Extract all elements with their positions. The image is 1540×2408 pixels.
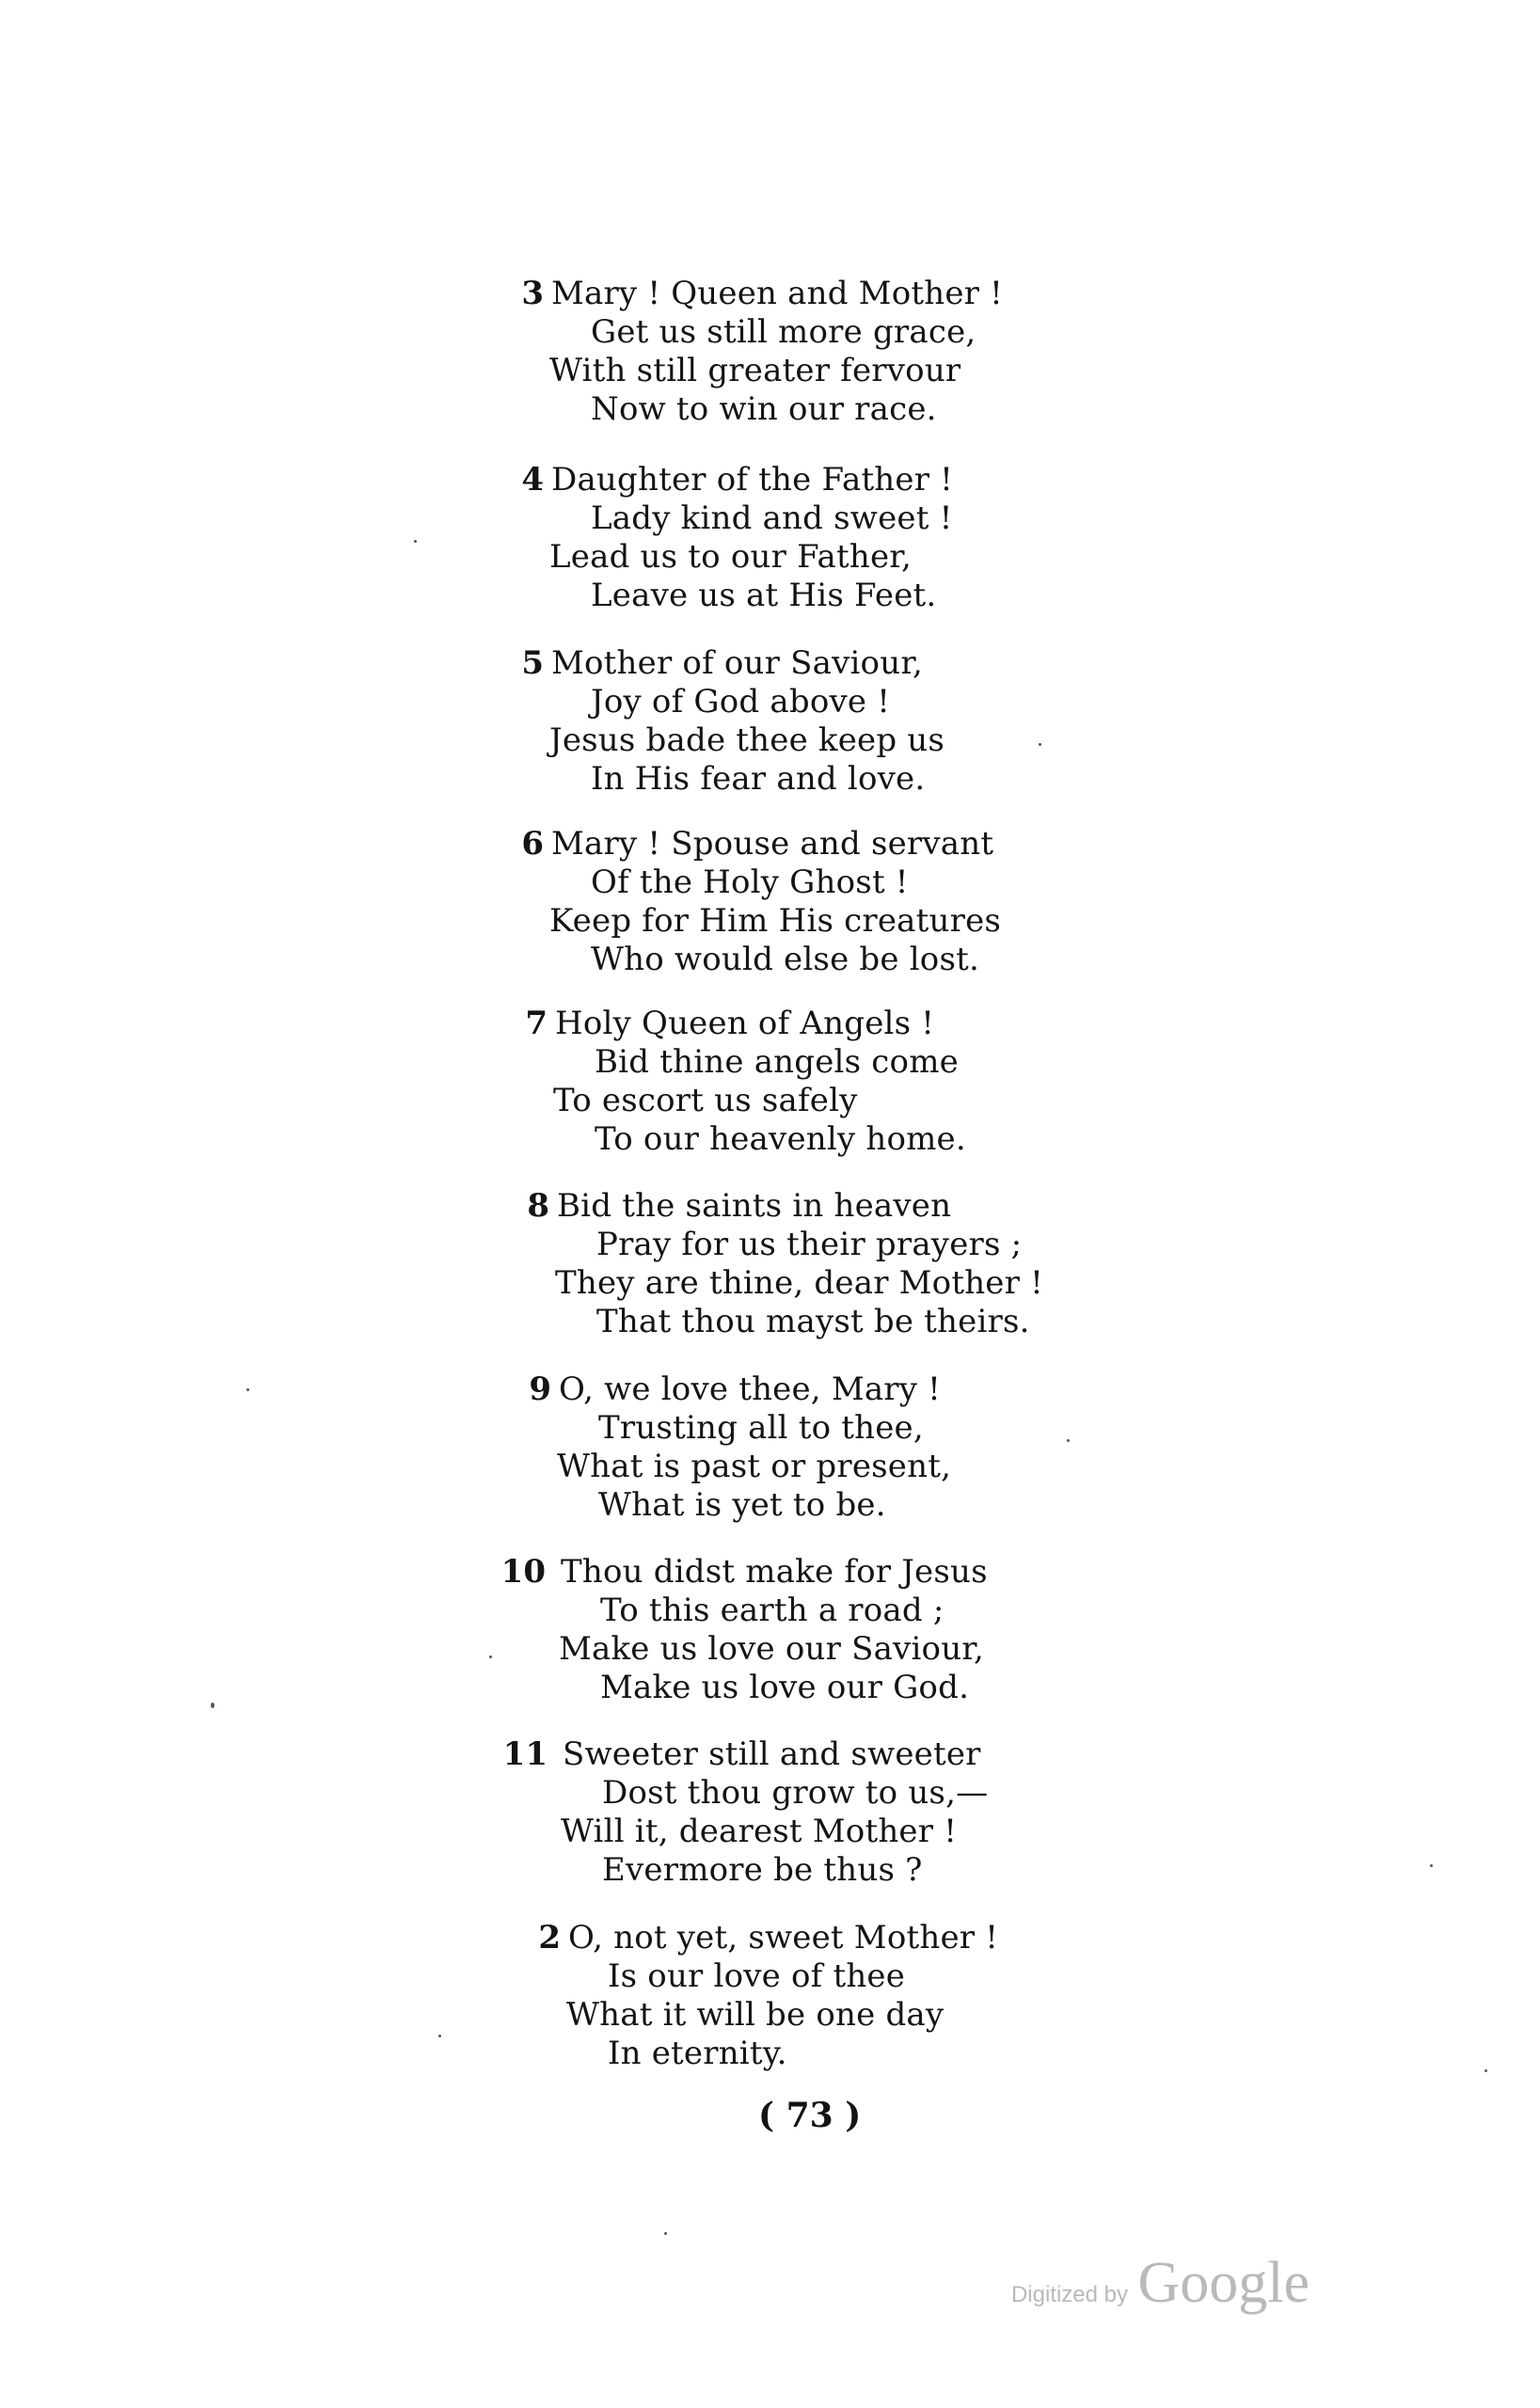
stanza-6 <box>506 825 1165 979</box>
verse-line: Daughter of the Father ! <box>551 461 954 499</box>
stanza-number: 4 <box>521 461 544 499</box>
verse-line: Bid thine angels come <box>595 1043 959 1081</box>
scan-speck <box>246 1388 249 1391</box>
verse-line: To this earth a road ; <box>600 1592 945 1629</box>
scan-speck <box>1067 1439 1070 1442</box>
verse-line: Keep for Him His creatures <box>549 902 1002 940</box>
stanza-number: 9 <box>529 1370 551 1408</box>
verse-line: O, not yet, sweet Mother ! <box>568 1919 999 1956</box>
verse-line: Pray for us their prayers ; <box>596 1226 1023 1263</box>
scan-speck <box>1430 1864 1433 1867</box>
verse-line: Of the Holy Ghost ! <box>591 863 909 901</box>
verse-line: To escort us safely <box>553 1082 858 1119</box>
verse-line: Mary ! Queen and Mother ! <box>551 275 1003 312</box>
stanza-8 <box>512 1187 1170 1341</box>
verse-line: O, we love thee, Mary ! <box>559 1370 942 1408</box>
stanza-10 <box>500 1553 1174 1707</box>
scan-speck <box>1484 2069 1487 2072</box>
stanza-number: 3 <box>521 275 544 312</box>
verse-line: In eternity. <box>608 2035 787 2072</box>
watermark-prefix: Digitized by <box>1010 2282 1129 2307</box>
page-number: ( 73 ) <box>758 2096 862 2135</box>
stanza-number: 5 <box>521 644 544 682</box>
verse-line: Make us love our God. <box>600 1669 970 1706</box>
stanza-number: 6 <box>521 825 544 863</box>
stanza-9 <box>514 1370 1172 1525</box>
stanza-5 <box>506 644 1165 799</box>
verse-line: Jesus bade thee keep us <box>549 721 945 759</box>
verse-line: To our heavenly home. <box>595 1120 966 1158</box>
verse-line: Bid the saints in heaven <box>557 1187 952 1225</box>
verse-line: Is our love of thee <box>608 1957 906 1995</box>
scan-speck <box>414 540 417 543</box>
verse-line: Lady kind and sweet ! <box>591 499 953 537</box>
stanza-11 <box>502 1735 1176 1890</box>
stanza-number: 8 <box>527 1187 549 1225</box>
verse-line: In His fear and love. <box>591 760 926 798</box>
verse-line: Make us love our Saviour, <box>559 1630 985 1668</box>
verse-line: Now to win our race. <box>591 390 937 428</box>
stanza-3 <box>506 275 1165 429</box>
verse-line: With still greater fervour <box>549 352 961 389</box>
verse-line: Leave us at His Feet. <box>591 577 937 614</box>
scan-speck <box>489 1656 492 1658</box>
verse-line: Who would else be lost. <box>591 941 979 978</box>
verse-line: Holy Queen of Angels ! <box>555 1005 935 1042</box>
verse-line: Will it, dearest Mother ! <box>561 1813 958 1850</box>
verse-line: What is past or present, <box>557 1448 952 1485</box>
verse-line: Trusting all to thee, <box>598 1409 924 1447</box>
scan-speck <box>1039 743 1041 746</box>
verse-line: Mother of our Saviour, <box>551 644 924 682</box>
verse-line: They are thine, dear Mother ! <box>555 1264 1043 1302</box>
verse-line: Evermore be thus ? <box>602 1851 923 1889</box>
scan-speck <box>438 2035 441 2037</box>
verse-line: Dost thou grow to us,— <box>602 1774 989 1812</box>
digitized-by-google-watermark <box>1011 2250 1310 2317</box>
stanza-12 <box>523 1919 1182 2073</box>
verse-line: Thou didst make for Jesus <box>561 1553 988 1591</box>
verse-line: Joy of God above ! <box>591 683 891 721</box>
google-logo: Google <box>1137 2251 1310 2315</box>
verse-line: Sweeter still and sweeter <box>563 1735 981 1773</box>
scan-speck <box>211 1703 214 1708</box>
stanza-number: 2 <box>538 1919 561 1956</box>
verse-line: What is yet to be. <box>598 1486 886 1524</box>
stanza-number: 11 <box>502 1735 548 1773</box>
stanza-number: 7 <box>525 1005 548 1042</box>
stanza-4 <box>506 461 1165 615</box>
verse-line: Lead us to our Father, <box>549 538 913 576</box>
verse-line: Get us still more grace, <box>591 313 976 351</box>
stanza-number: 10 <box>500 1553 546 1591</box>
verse-line: Mary ! Spouse and servant <box>551 825 994 863</box>
verse-line: That thou mayst be theirs. <box>596 1303 1030 1340</box>
stanza-7 <box>510 1005 1168 1159</box>
verse-line: What it will be one day <box>566 1996 945 2034</box>
scan-speck <box>664 2232 667 2235</box>
